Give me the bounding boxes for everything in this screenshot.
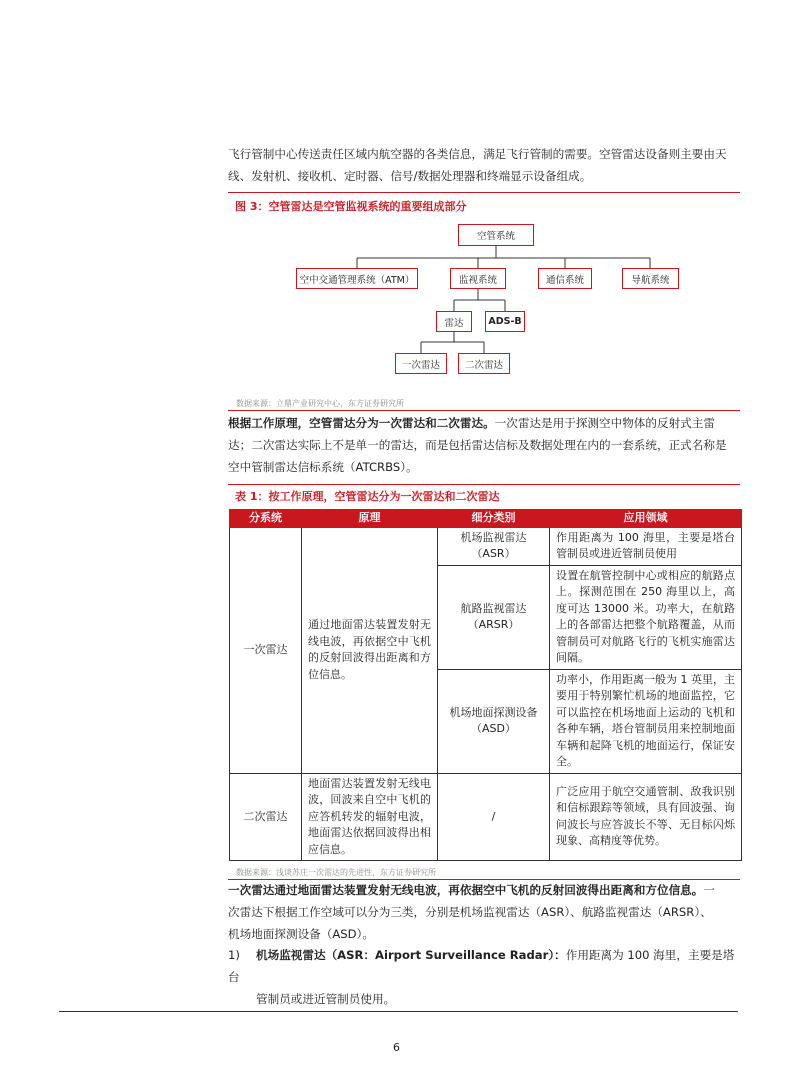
intro-line-2: 线、发射机、接收机、定时器、信号/数据处理器和终端显示设备组成。 xyxy=(228,169,592,183)
list-bold: 机场监视雷达（ASR：Airport Surveillance Radar）： xyxy=(256,948,566,962)
table-row xyxy=(230,773,742,861)
header-system: 分系统 xyxy=(230,510,302,528)
cell-secondary-principle: 地面雷达装置发射无线电波，回波来自空中飞机的应答机转发的辐射电波，地面雷达依据回波得出相应信息。 xyxy=(302,773,438,861)
cell-asr-app: 作用距离为 100 海里，主要是塔台管制员或进近管制员使用 xyxy=(550,527,742,565)
principle-bold: 根据工作原理，空管雷达分为一次雷达和二次雷达。 xyxy=(228,416,495,430)
cell-arsr-type: 航路监视雷达（ARSR） xyxy=(438,565,550,669)
primary-line-3: 机场地面探测设备（ASD）。 xyxy=(228,927,374,941)
principle-line-2: 达；二次雷达实际上不是单一的雷达，而是包括雷达信标及数据处理在内的一套系统，正式名称是 xyxy=(228,438,727,452)
header-principle: 原理 xyxy=(302,510,438,528)
table-row xyxy=(230,527,742,565)
org-chart-connectors xyxy=(0,0,793,400)
primary-line-1 xyxy=(228,879,740,901)
cell-primary-principle: 通过地面雷达装置发射无线电波，再依据空中飞机的反射回波得出距离和方位信息。 xyxy=(302,527,438,773)
header-application: 应用领域 xyxy=(550,510,742,528)
node-navigation: 导航系统 xyxy=(622,268,679,289)
cell-arsr-app: 设置在航管控制中心或相应的航路点上。探测范围在 250 海里以上，高度可达 13000 米。功率大，在航路上的各部雷达把整个航路覆盖，从而管制员可对航路飞行的飞机实施雷达间隔。 xyxy=(550,565,742,669)
primary-line-2: 次雷达下根据工作空域可以分为三类，分别是机场监视雷达（ASR）、航路监视雷达（ARSR）、 xyxy=(228,905,712,919)
node-communication: 通信系统 xyxy=(538,268,592,289)
list-item xyxy=(228,944,740,1010)
node-atc-system: 空管系统 xyxy=(458,224,534,246)
table-header-row xyxy=(230,510,742,528)
primary-bold: 一次雷达通过地面雷达装置发射无线电波，再依据空中飞机的反射回波得出距离和方位信息。 xyxy=(228,883,704,897)
radar-table xyxy=(229,509,742,861)
principle-paragraph xyxy=(228,412,740,478)
figure-bottom-rule xyxy=(228,410,740,411)
node-primary-radar: 一次雷达 xyxy=(395,353,447,374)
list-number: 1) xyxy=(228,948,240,962)
footer-rule xyxy=(59,1011,738,1012)
node-surveillance: 监视系统 xyxy=(450,268,506,289)
figure-source: 数据来源：立鼎产业研究中心，东方证券研究所 xyxy=(236,399,404,408)
node-radar: 雷达 xyxy=(436,311,472,332)
table-source: 数据来源：浅谈苏庄一次雷达的先进性，东方证券研究所 xyxy=(236,868,436,877)
cell-primary-system: 一次雷达 xyxy=(230,527,302,773)
cell-secondary-app: 广泛应用于航空交通管制、敌我识别和信标跟踪等领域，具有回波强、询问波长与应答波长不等、无目标闪烁现象、高精度等优势。 xyxy=(550,773,742,861)
list-line-2: 管制员或进近管制员使用。 xyxy=(256,992,396,1006)
page-number: 6 xyxy=(393,1041,400,1054)
table-top-rule xyxy=(228,484,740,485)
principle-line-1 xyxy=(228,412,740,434)
node-atm: 空中交通管理系统（ATM） xyxy=(296,268,418,289)
cell-asd-app: 功率小，作用距离一般为 1 英里，主要用于特别繁忙机场的地面监控，它可以监控在机场地面上运动的飞机和各种车辆，塔台管制员用来控制地面车辆和起降飞机的地面运行，保证安全。 xyxy=(550,669,742,773)
principle-line-3: 空中管制雷达信标系统（ATCRBS）。 xyxy=(228,460,418,474)
header-category: 细分类别 xyxy=(438,510,550,528)
list-line-1 xyxy=(228,944,740,988)
primary-radar-paragraph xyxy=(228,879,740,945)
table-caption: 表 1：按工作原理，空管雷达分为一次雷达和二次雷达 xyxy=(235,490,500,503)
primary-rest: 一 xyxy=(703,883,715,897)
cell-secondary-system: 二次雷达 xyxy=(230,773,302,861)
principle-rest: 一次雷达是用于探测空中物体的反射式主雷 xyxy=(494,416,715,430)
cell-secondary-type: / xyxy=(438,773,550,861)
figure-caption: 图 3：空管雷达是空管监视系统的重要组成部分 xyxy=(235,200,467,213)
list-rest: 作用距离为 100 海里，主要是塔台 xyxy=(228,948,735,984)
cell-asr-type: 机场监视雷达（ASR） xyxy=(438,527,550,565)
cell-asd-type: 机场地面探测设备（ASD） xyxy=(438,669,550,773)
node-adsb: ADS-B xyxy=(485,311,525,332)
intro-line-1: 飞行管制中心传送责任区域内航空器的各类信息，满足飞行管制的需要。空管雷达设备则主要由天 xyxy=(228,147,727,161)
node-secondary-radar: 二次雷达 xyxy=(458,353,510,374)
